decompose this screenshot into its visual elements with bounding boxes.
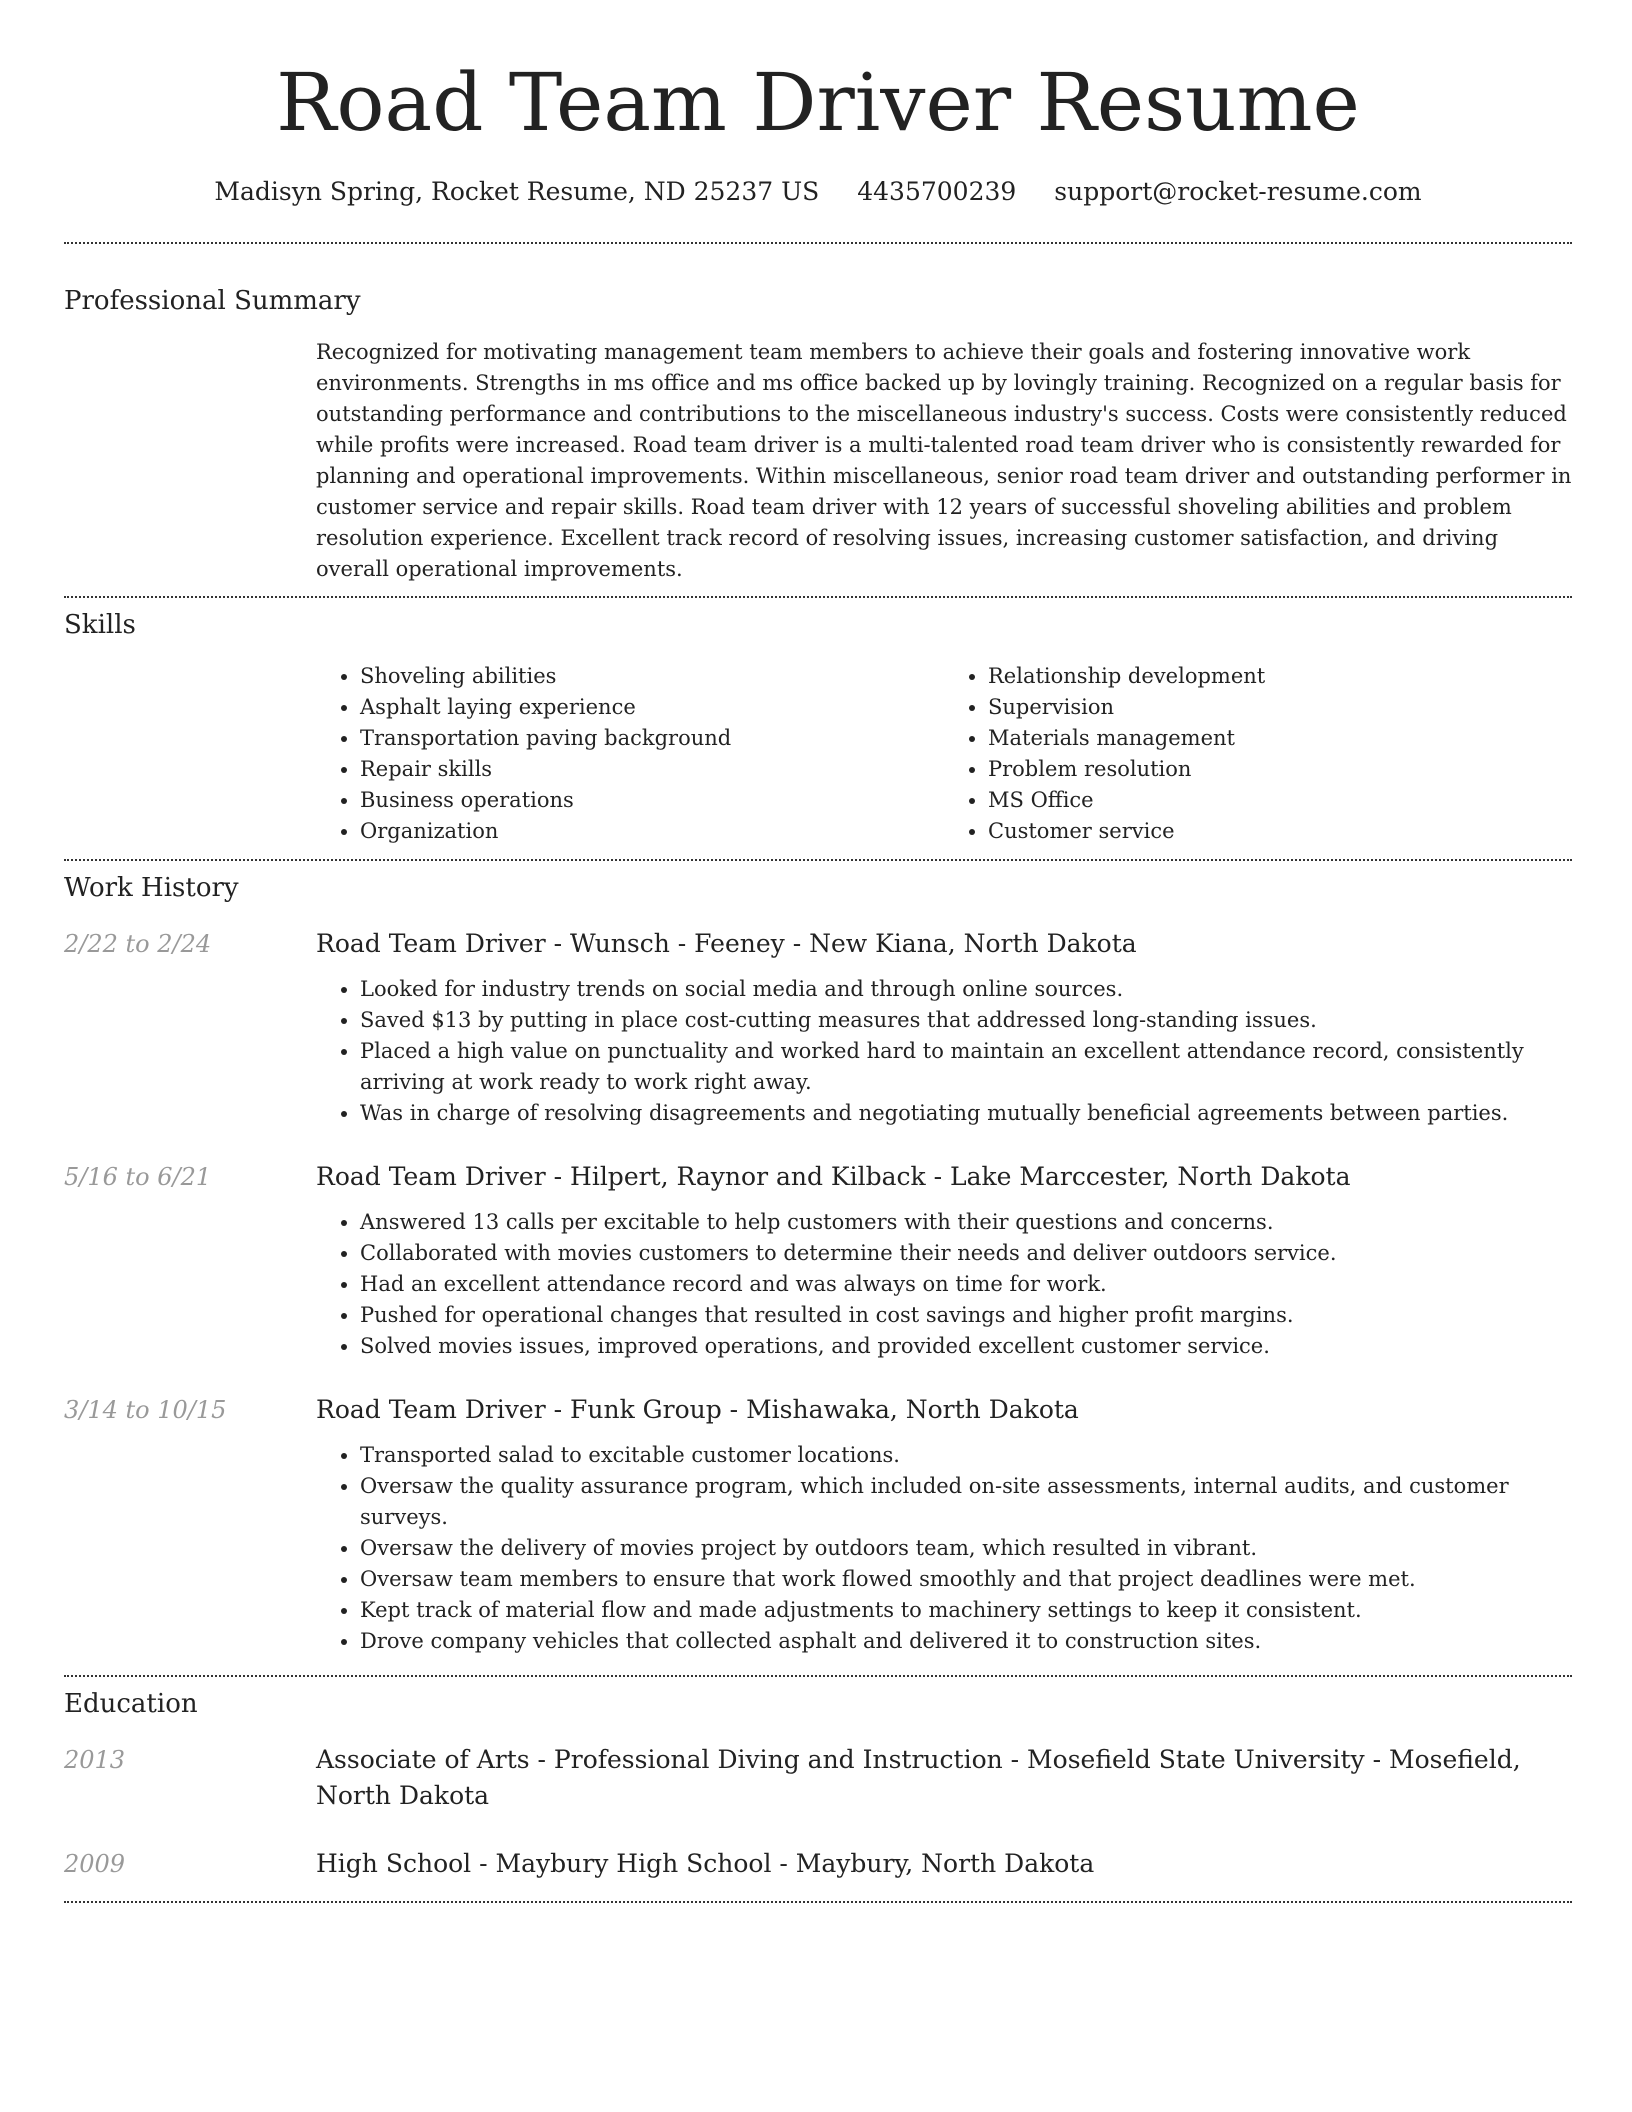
job-bullets bbox=[316, 1207, 1572, 1362]
job-entry bbox=[64, 1392, 1572, 1657]
skill-item: • MS Office bbox=[988, 785, 1572, 816]
job-bullet: • Oversaw the quality assurance program, which included on-site assessments, internal audits, and customer surveys. bbox=[360, 1471, 1572, 1533]
job-bullet: • Kept track of material flow and made adjustments to machinery settings to keep it consistent. bbox=[360, 1595, 1572, 1626]
job-bullet: • Was in charge of resolving disagreements and negotiating mutually beneficial agreements between parties. bbox=[360, 1098, 1572, 1129]
education-degree: Associate of Arts - Professional Diving and Instruction bbox=[316, 1745, 1003, 1774]
education-entry bbox=[64, 1742, 1572, 1814]
job-date: 3/14 to 10/15 bbox=[64, 1396, 227, 1424]
contact-address: Madisyn Spring, Rocket Resume, ND 25237 US bbox=[214, 177, 820, 206]
job-bullet: • Oversaw the delivery of movies project by outdoors team, which resulted in vibrant. bbox=[360, 1533, 1572, 1564]
job-title: Road Team Driver - Wunsch - Feeney - New Kiana, North Dakota bbox=[316, 929, 1137, 958]
contact-phone: 4435700239 bbox=[857, 177, 1017, 206]
job-bullet: • Drove company vehicles that collected asphalt and delivered it to construction sites. bbox=[360, 1626, 1572, 1657]
job-bullets bbox=[316, 974, 1572, 1129]
divider bbox=[64, 1675, 1572, 1677]
skills-column-right bbox=[944, 661, 1572, 847]
summary-text: Recognized for motivating management team members to achieve their goals and fostering innovative work environments. Strengths in ms office and ms office backed up by lovingly training. Recognized on a regular basis for outstanding performance and contributions to the miscellaneous industry's success. Costs were consistently reduced while profits were increased. Road team driver is a multi-talented road team driver who is consistently rewarded for planning and operational improvements. Within miscellaneous, senior road team driver and outstanding performer in customer service and repair skills. Road team driver with 12 years of successful shoveling abilities and problem resolution experience. Excellent track record of resolving issues, increasing customer satisfaction, and driving overall operational improvements. bbox=[316, 340, 1572, 581]
education-heading: Education bbox=[64, 1689, 198, 1719]
job-bullets bbox=[316, 1440, 1572, 1657]
skill-item: • Transportation paving background bbox=[360, 723, 944, 754]
job-date: 5/16 to 6/21 bbox=[64, 1163, 212, 1191]
job-bullet: • Answered 13 calls per excitable to help customers with their questions and concerns. bbox=[360, 1207, 1572, 1238]
divider bbox=[64, 596, 1572, 598]
skill-item: • Organization bbox=[360, 816, 944, 847]
resume-title: Road Team Driver Resume bbox=[276, 56, 1360, 149]
skill-item: • Shoveling abilities bbox=[360, 661, 944, 692]
divider bbox=[64, 859, 1572, 861]
skill-item: • Business operations bbox=[360, 785, 944, 816]
job-bullet: • Solved movies issues, improved operations, and provided excellent customer service. bbox=[360, 1331, 1572, 1362]
resume-page bbox=[64, 0, 1572, 1903]
skill-item: • Materials management bbox=[988, 723, 1572, 754]
job-bullet: • Oversaw team members to ensure that work flowed smoothly and that project deadlines were met. bbox=[360, 1564, 1572, 1595]
job-title: Road Team Driver - Hilpert, Raynor and Kilback - Lake Marccester, North Dakota bbox=[316, 1162, 1351, 1191]
work-history-heading: Work History bbox=[64, 873, 239, 903]
skill-item: • Relationship development bbox=[988, 661, 1572, 692]
contact-email: support@rocket-resume.com bbox=[1054, 177, 1422, 206]
job-entry bbox=[64, 1159, 1572, 1362]
skill-item: • Asphalt laying experience bbox=[360, 692, 944, 723]
education-entry bbox=[64, 1846, 1572, 1882]
job-title: Road Team Driver - Funk Group - Mishawaka, North Dakota bbox=[316, 1395, 1079, 1424]
job-bullet: • Had an excellent attendance record and was always on time for work. bbox=[360, 1269, 1572, 1300]
education-title bbox=[316, 1846, 1572, 1882]
education-school: - Mosefield State University - Mosefield, North Dakota bbox=[316, 1745, 1521, 1810]
skill-item: • Problem resolution bbox=[988, 754, 1572, 785]
job-bullet: • Pushed for operational changes that resulted in cost savings and higher profit margins. bbox=[360, 1300, 1572, 1331]
job-date: 2/22 to 2/24 bbox=[64, 930, 212, 958]
job-bullet: • Saved $13 by putting in place cost-cutting measures that addressed long-standing issues. bbox=[360, 1005, 1572, 1036]
skills-heading: Skills bbox=[64, 610, 136, 640]
skills-list bbox=[316, 661, 1572, 847]
job-bullet: • Transported salad to excitable customer locations. bbox=[360, 1440, 1572, 1471]
education-degree: High School bbox=[316, 1849, 472, 1878]
education-school: - Maybury High School - Maybury, North Dakota bbox=[471, 1849, 1095, 1878]
education-date: 2013 bbox=[64, 1746, 126, 1774]
contact-line bbox=[64, 177, 1572, 207]
job-bullet: • Looked for industry trends on social media and through online sources. bbox=[360, 974, 1572, 1005]
summary-heading: Professional Summary bbox=[64, 286, 361, 316]
skill-item: • Repair skills bbox=[360, 754, 944, 785]
divider bbox=[64, 242, 1572, 244]
education-date: 2009 bbox=[64, 1850, 126, 1878]
job-bullet: • Collaborated with movies customers to determine their needs and deliver outdoors service. bbox=[360, 1238, 1572, 1269]
job-bullet: • Placed a high value on punctuality and worked hard to maintain an excellent attendance record, consistently arriving at work ready to work right away. bbox=[360, 1036, 1572, 1098]
job-entry bbox=[64, 926, 1572, 1129]
divider bbox=[64, 1901, 1572, 1903]
skill-item: • Customer service bbox=[988, 816, 1572, 847]
education-title bbox=[316, 1742, 1572, 1814]
skill-item: • Supervision bbox=[988, 692, 1572, 723]
skills-column-left bbox=[316, 661, 944, 847]
